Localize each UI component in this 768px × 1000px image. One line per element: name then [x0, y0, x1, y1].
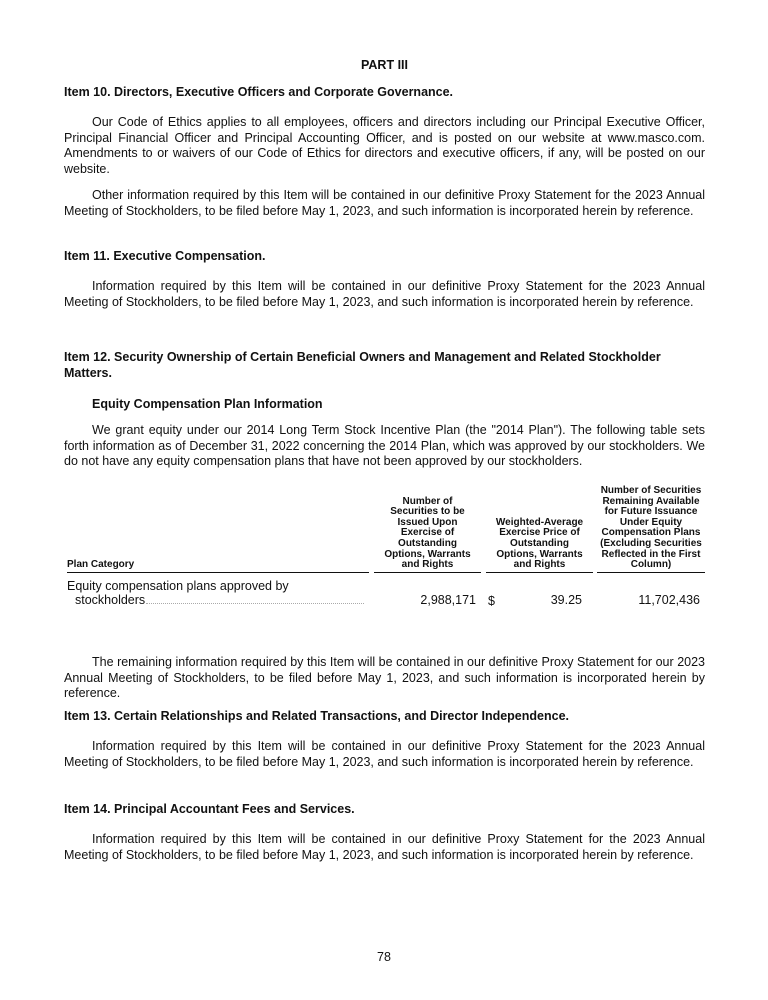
item11-paragraph: Information required by this Item will be contained in our definitive Proxy Statement for the 2023 Annual Meeting of Stockholders, to be filed before May 1, 2023, and such information is incorporated herein by reference. — [64, 279, 705, 309]
securities-remaining-value: 11,702,436 — [638, 592, 700, 607]
header-weighted-average-price: Weighted-Average Exercise Price of Outstanding Options, Warrants and Rights — [486, 486, 593, 574]
header-securities-remaining: Number of Securities Remaining Available for Future Issuance Under Equity Compensation Plans (Excluding Securities Reflected in the First Column) — [597, 486, 705, 574]
item10-heading: Item 10. Directors, Executive Officers and Corporate Governance. — [64, 85, 454, 99]
header-plan-category: Plan Category — [64, 486, 369, 574]
equity-plan-subheading: Equity Compensation Plan Information — [92, 397, 323, 411]
item14-paragraph: Information required by this Item will be contained in our definitive Proxy Statement for the 2023 Annual Meeting of Stockholders, to be filed before May 1, 2023, and such information is incorporated herein by reference. — [64, 832, 705, 862]
equity-compensation-table — [64, 486, 705, 608]
dot-leader — [146, 593, 364, 604]
item12-closing-paragraph: The remaining information required by this Item will be contained in our definitive Proxy Statement for our 2023 Annual Meeting of Stockholders, to be filed before May 1, 2023, and such information is incorporated herein by reference. — [64, 655, 705, 701]
item10-paragraph-1: Our Code of Ethics applies to all employees, officers and directors including our Principal Executive Officer, Principal Financial Officer and Principal Accounting Officer, and is posted on our website at www.masco.com. Amendments to or waivers of our Code of Ethics for directors and executive officers, if any, will be posted on our website. — [64, 115, 705, 176]
part-title: PART III — [361, 58, 408, 72]
weighted-average-price-value: $ 39.25 — [488, 592, 582, 608]
plan-category-cell: Equity compensation plans approved by stockholders — [64, 574, 369, 608]
item11-heading: Item 11. Executive Compensation. — [64, 249, 266, 263]
item12-intro-paragraph: We grant equity under our 2014 Long Term Stock Incentive Plan (the "2014 Plan"). The following table sets forth information as of December 31, 2022 concerning the 2014 Plan, which was approved by our stockholders. We do not have any equity compensation plans that have not been approved by our stockholders. — [64, 423, 705, 469]
page-number: 78 — [377, 950, 391, 964]
header-securities-to-be-issued: Number of Securities to be Issued Upon Exercise of Outstanding Options, Warrants and Rights — [374, 486, 481, 574]
item14-heading: Item 14. Principal Accountant Fees and Services. — [64, 802, 355, 816]
item12-heading: Item 12. Security Ownership of Certain Beneficial Owners and Management and Related Stockholder Matters. — [64, 350, 661, 380]
table-row — [64, 574, 705, 608]
securities-to-be-issued-value: 2,988,171 — [420, 592, 476, 607]
currency-symbol: $ — [488, 593, 495, 608]
item10-paragraph-2: Other information required by this Item will be contained in our definitive Proxy Statement for the 2023 Annual Meeting of Stockholders, to be filed before May 1, 2023, and such information is incorporated herein by reference. — [64, 188, 705, 218]
item13-heading: Item 13. Certain Relationships and Related Transactions, and Director Independence. — [64, 709, 569, 723]
item13-paragraph: Information required by this Item will be contained in our definitive Proxy Statement for the 2023 Annual Meeting of Stockholders, to be filed before May 1, 2023, and such information is incorporated herein by reference. — [64, 739, 705, 769]
